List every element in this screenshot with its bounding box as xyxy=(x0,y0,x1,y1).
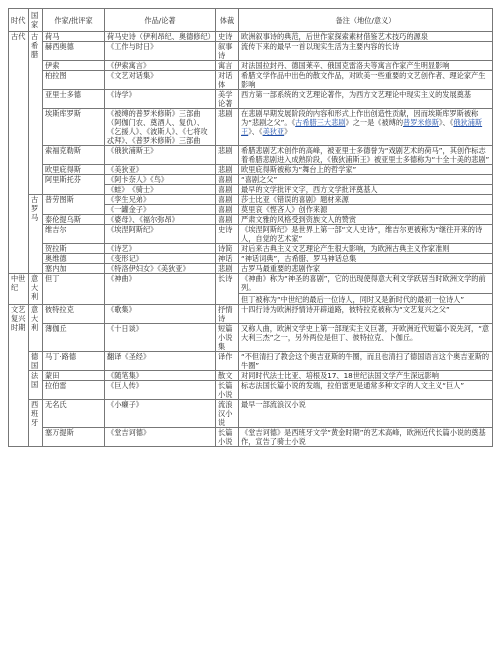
header-work: 作品/论著 xyxy=(105,9,216,32)
note-cell: 莫里哀《悭吝人》创作来源 xyxy=(239,205,493,215)
table-row xyxy=(9,90,493,109)
note-cell: 对同时代法士比亚、培根及17、18世纪法国文学产生深远影响 xyxy=(239,371,493,381)
note-cell: 又称人曲，欧洲文学史上第一部现实主义巨著，开欧洲近代短篇小说先河，“意大利三杰”之一，另外两位是但丁、彼特拉克、卜伽丘。 xyxy=(239,324,493,352)
genre-cell: 长篇小说 xyxy=(216,428,239,447)
note-divider xyxy=(239,293,492,294)
note-cell: 对法国拉封丹、德国莱辛、俄国克雷洛夫等寓言作家产生明显影响 xyxy=(239,61,493,71)
work-cell: 荷马史诗（伊利昂纪、奥德修纪） xyxy=(105,32,216,42)
work-cell: 《埃涅阿斯纪》 xyxy=(105,225,216,244)
genre-cell: 神话 xyxy=(216,254,239,264)
genre-cell: 喜剧 xyxy=(216,175,239,185)
author-cell: 荷马 xyxy=(43,32,105,42)
table-row xyxy=(9,175,493,185)
era-cell: 古代 xyxy=(9,32,29,274)
note-cell: 严肃文雅的风格受到资族文人的赞赏 xyxy=(239,215,493,225)
country-cell: 意大利 xyxy=(29,274,43,305)
country-cell: 意大利 xyxy=(29,305,43,352)
note-text: 但丁被称为“中世纪的最后一位诗人，同时又是新时代的最初一位诗人” xyxy=(241,295,465,304)
author-cell: 赫西奥德 xyxy=(43,42,105,61)
author-cell: 埃斯库罗斯 xyxy=(43,109,105,146)
note-cell: 最早一部流浪汉小说 xyxy=(239,400,493,428)
work-cell: 《被缚的普罗米修斯》三部曲（阿伽门农、奠酒人、复仇）、《乞援人》、《波斯人》、《七将攻忒拜》、《普罗米修斯》三部曲 xyxy=(105,109,216,146)
header-genre: 体裁 xyxy=(216,9,239,32)
work-cell: 《孪生兄弟》 xyxy=(105,195,216,205)
work-cell: 《蛙》 《骑士》 xyxy=(105,185,216,195)
table-row xyxy=(9,146,493,165)
note-cell: 标志法国长篇小说的发端，拉伯雷更是通常多种文字的人文主义“巨人” xyxy=(239,381,493,400)
table-row xyxy=(9,254,493,264)
genre-cell: 散文 xyxy=(216,371,239,381)
table-header-row xyxy=(9,9,493,32)
author-cell: 欧里庇得斯 xyxy=(43,165,105,175)
genre-cell: 叙事诗 xyxy=(216,42,239,61)
work-cell: 《工作与时日》 xyxy=(105,42,216,61)
note-cell: 最早的文学批评文字，西方文学批评奠基人 xyxy=(239,185,493,195)
genre-cell: 长篇小说 xyxy=(216,381,239,400)
work-cell: 《伊索寓言》 xyxy=(105,61,216,71)
work-cell: 《特洛伊妇女》《美狄亚》 xyxy=(105,264,216,274)
note-text: 在悲剧早期发展阶段的内容和形式上作出创造性贡献，因而埃斯库罗斯被称为“悲剧之父”。《 xyxy=(241,109,479,127)
table-row xyxy=(9,244,493,254)
note-text: 《神曲》称为“神圣的喜剧”，它的出现使得意大利文学跃居当时欧洲文学的前列。 xyxy=(241,274,486,292)
work-cell: 《诗学》 xyxy=(105,90,216,109)
note-cell: 《埃涅阿斯纪》是世界上第一部“文人史诗”，维吉尔更被称为“继往开来的诗人，自觉的艺术家” xyxy=(239,225,493,244)
genre-cell: 悲剧 xyxy=(216,264,239,274)
genre-cell: 短篇小说集 xyxy=(216,324,239,352)
author-cell: 维吉尔 xyxy=(43,225,105,244)
header-country: 国家 xyxy=(29,9,43,32)
genre-cell: 对话体 xyxy=(216,71,239,90)
note-cell: 《堂吉诃德》是西班牙文学“黄金时期”的艺术高峰，欧洲近代长篇小说的奠基作，宣告了骑士小说 xyxy=(239,428,493,447)
genre-cell: 史诗 xyxy=(216,32,239,42)
country-cell: 古罗马 xyxy=(29,195,43,274)
work-cell: 《一罐金子》 xyxy=(105,205,216,215)
table-row xyxy=(9,215,493,225)
note-cell: 欧里庇得斯被称为“舞台上的哲学家” xyxy=(239,165,493,175)
medea-link[interactable]: 美狄亚 xyxy=(262,127,285,136)
author-cell: 但丁 xyxy=(43,274,105,305)
table-row xyxy=(9,264,493,274)
note-cell: 流传下来的最早一首以现实生活为主要内容的长诗 xyxy=(239,42,493,61)
table-row xyxy=(9,305,493,324)
country-cell: 德国 xyxy=(29,352,43,371)
genre-cell: 抒情诗 xyxy=(216,305,239,324)
genre-cell: 诗简 xyxy=(216,244,239,254)
table-row xyxy=(9,165,493,175)
work-cell: 《文艺对话集》 xyxy=(105,71,216,90)
author-cell: 普劳图斯 xyxy=(43,195,105,215)
header-era: 时代 xyxy=(9,9,29,32)
note-cell: 对后来古典主义文艺理论产生很大影响，为欧洲古典主义作家准则 xyxy=(239,244,493,254)
note-text: 》、《 xyxy=(438,118,454,127)
work-cell: 《小癞子》 xyxy=(105,400,216,428)
note-cell: 希腊悲剧艺术创作的高峰，被亚里士多德誉为“戏剧艺术的荷马”，其创作标志着希腊悲剧进入成熟阶段，《俄狄浦斯王》被亚里士多德称为“十全十美的悲剧” xyxy=(239,146,493,165)
genre-cell: 长诗 xyxy=(216,274,239,305)
author-cell: 阿里斯托芬 xyxy=(43,175,105,195)
note-text: 》 xyxy=(284,127,292,136)
country-cell: 西班牙 xyxy=(29,400,43,447)
era-cell: 文艺复兴时期 xyxy=(9,305,29,447)
note-cell: 莎士比亚《错误的喜剧》题材来源 xyxy=(239,195,493,205)
work-cell: 《美狄亚》 xyxy=(105,165,216,175)
table-row xyxy=(9,71,493,90)
work-cell: 《婆母》、《福尔弥昂》 xyxy=(105,215,216,225)
three-tragedies-link[interactable]: 古希腊三大悲剧 xyxy=(295,118,346,127)
prometheus-link[interactable]: 普罗米修斯 xyxy=(403,118,439,127)
author-cell: 拉伯雷 xyxy=(43,381,105,400)
table-row xyxy=(9,109,493,146)
note-cell xyxy=(239,109,493,146)
genre-cell: 译作 xyxy=(216,352,239,371)
note-text: 》、《 xyxy=(248,127,263,136)
table-row xyxy=(9,32,493,42)
table-row xyxy=(9,324,493,352)
author-cell: 伊索 xyxy=(43,61,105,71)
oedipus-link[interactable]: 俄狄浦斯王 xyxy=(241,118,483,136)
table-row xyxy=(9,428,493,447)
table-row xyxy=(9,61,493,71)
work-cell: 《歌集》 xyxy=(105,305,216,324)
author-cell: 亚里士多德 xyxy=(43,90,105,109)
author-cell: 索福克勒斯 xyxy=(43,146,105,165)
note-cell: 欧洲叙事诗的典范，后世作家探索素材借鉴艺术技巧的源泉 xyxy=(239,32,493,42)
literature-table xyxy=(8,8,493,447)
genre-cell: 悲剧 xyxy=(216,165,239,175)
country-cell: 法国 xyxy=(29,371,43,400)
table-row xyxy=(9,42,493,61)
note-text: 》之一是《被缚的 xyxy=(345,118,404,127)
author-cell: 蒙田 xyxy=(43,371,105,381)
work-cell: 《变形记》 xyxy=(105,254,216,264)
table-row xyxy=(9,381,493,400)
author-cell: 无名氏 xyxy=(43,400,105,428)
note-cell: 希腊文学作品中出色的散文作品，对欧美一些重要的文艺创作者、理论家产生影响 xyxy=(239,71,493,90)
work-cell: 《堂吉诃德》 xyxy=(105,428,216,447)
header-note: 备注（地位/意义） xyxy=(239,9,493,32)
country-cell: 古希腊 xyxy=(29,32,43,195)
note-cell xyxy=(239,274,493,305)
author-cell: 奥维德 xyxy=(43,254,105,264)
note-cell: “喜剧之父” xyxy=(239,175,493,185)
author-cell: 柏拉图 xyxy=(43,71,105,90)
genre-cell: 喜剧 xyxy=(216,215,239,225)
table-row xyxy=(9,274,493,305)
genre-cell: 悲剧 xyxy=(216,109,239,146)
table-row xyxy=(9,371,493,381)
table-row xyxy=(9,400,493,428)
table-row xyxy=(9,195,493,205)
work-cell: 《随笔集》 xyxy=(105,371,216,381)
work-cell: 《十日谈》 xyxy=(105,324,216,352)
genre-cell: 喜剧 xyxy=(216,205,239,215)
author-cell: 贺拉斯 xyxy=(43,244,105,254)
genre-cell: 史诗 xyxy=(216,225,239,244)
note-cell: “神话词典”，古希腊、罗马神话总集 xyxy=(239,254,493,264)
note-cell: 西方第一部系统的文艺理论著作，为西方文艺理论中现实主义的发展奠基 xyxy=(239,90,493,109)
work-cell: 《阿卡奈人》《鸟》 xyxy=(105,175,216,185)
genre-cell: 寓言 xyxy=(216,61,239,71)
note-cell: 古罗马最重要的悲剧作家 xyxy=(239,264,493,274)
header-author: 作家/批评家 xyxy=(43,9,105,32)
era-cell: 中世纪 xyxy=(9,274,29,305)
author-cell: 马丁·路德 xyxy=(43,352,105,371)
work-cell: 《神曲》 xyxy=(105,274,216,305)
genre-cell: 喜剧 xyxy=(216,185,239,195)
work-cell: 《俄狄浦斯王》 xyxy=(105,146,216,165)
author-cell: 薄伽丘 xyxy=(43,324,105,352)
note-cell: “不但清扫了教会这个奥吉亚斯的牛圈，而且也清扫了德国语言这个奥吉亚斯的牛圈” xyxy=(239,352,493,371)
author-cell: 塞内加 xyxy=(43,264,105,274)
genre-cell: 美学论著 xyxy=(216,90,239,109)
genre-cell: 悲剧 xyxy=(216,146,239,165)
author-cell: 彼特拉克 xyxy=(43,305,105,324)
work-cell: 《诗艺》 xyxy=(105,244,216,254)
genre-cell: 喜剧 xyxy=(216,195,239,205)
table-row xyxy=(9,352,493,371)
work-cell: 翻译《圣经》 xyxy=(105,352,216,371)
author-cell: 塞万提斯 xyxy=(43,428,105,447)
work-cell: 《巨人传》 xyxy=(105,381,216,400)
note-cell: 十四行诗为欧洲抒情诗开辟道路，彼特拉克被称为“文艺复兴之父” xyxy=(239,305,493,324)
genre-cell: 流浪汉小说 xyxy=(216,400,239,428)
table-row xyxy=(9,225,493,244)
author-cell: 泰伦提乌斯 xyxy=(43,215,105,225)
